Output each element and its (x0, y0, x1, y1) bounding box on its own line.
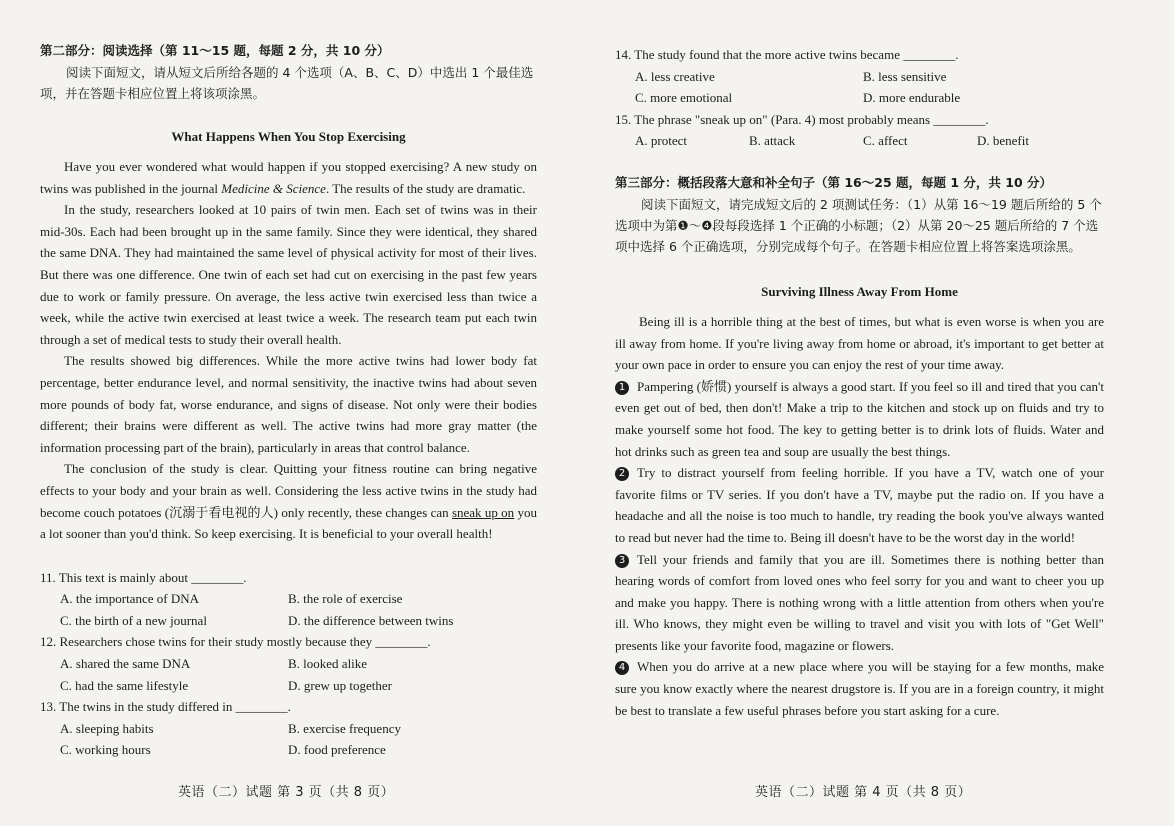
circled-number-icon: 1 (615, 381, 629, 395)
right-page (587, 0, 1174, 826)
question-11 (40, 567, 537, 632)
question-13 (40, 696, 537, 761)
article-paragraph-1: Have you ever wondered what would happen if you stopped exercising? A new study on twins was published in the journal Medicine & Science. The results of the study are dramatic. (40, 159, 537, 196)
option-b: B. the role of exercise (288, 591, 403, 607)
question-stem: 13. The twins in the study differed in ________. (40, 699, 291, 715)
question-stem: 15. The phrase "sneak up on" (Para. 4) most probably means ________. (615, 111, 989, 127)
article-intro: Being ill is a horrible thing at the best of times, but what is even worse is when you are ill away from home. If you're living away from home or abroad, it's important to get better at your own pace in order to ensure you can enjoy the rest of your time away. (615, 313, 1104, 373)
underlined-phrase: sneak up on (451, 504, 515, 520)
circled-number-icon: 2 (615, 467, 629, 481)
article-numbered-paragraph-1: 1 Pampering (娇惯) yourself is always a good start. If you feel so ill and tired that you can't even get out of bed, then don't! Make a trip to the kitchen and stock up on fluids and try to make yourself some hot food. The key to getting better is to drink lots of fluids. Water and hot drinks such as green tea and soup are usually the best things. (615, 378, 1104, 459)
option-b: B. attack (749, 133, 796, 149)
option-d: D. more endurable (863, 90, 961, 106)
article-title-exercising: What Happens When You Stop Exercising (171, 129, 406, 144)
article-paragraph-2: In the study, researchers looked at 10 pairs of twin men. Each set of twins was in their mid-30s. Each had been brought up in the same family. Since they were identical, they shared the same DNA. They had maintained the same level of physical activity for most of their lives. But there was one difference. One twin of each set had cut on exercising in the past few years due to work or family pressure. On average, the less active twin exercised less than twice a week, while the active twin exercised at least twice a week. The research team put each twin through a set of medical tests to study their overall health. (40, 202, 537, 347)
option-b: B. exercise frequency (288, 720, 401, 736)
summary-instructions: 阅读下面短文，请完成短文后的 2 项测试任务：（1）从第 16～19 题后所给的 5 个选项中为第❶～❹段每段选择 1 个正确的小标题；（2）从第 20～25 题后所给的 7 个选项中选择 6 个正确选项，分别完成每个句子。在答题卡相应位置上将答案选项涂黑。 (615, 196, 1102, 254)
option-d: D. benefit (977, 133, 1029, 149)
option-a: A. sleeping habits (60, 720, 154, 736)
article-paragraph-4: The conclusion of the study is clear. Quitting your fitness routine can bring negative effects to your body and your brain as well. Considering the less active twins in the study had become couch potatoes (沉溺于看电视的人) only recently, these changes can sneak up on you a lot sooner than you'd think. So keep exercising. It is beneficial to your overall health! (40, 461, 538, 542)
question-stem: 14. The study found that the more active twins became ________. (615, 47, 959, 62)
option-c: C. the birth of a new journal (60, 612, 207, 628)
question-12 (40, 631, 537, 696)
option-c: C. had the same lifestyle (60, 677, 189, 693)
option-a: A. protect (635, 133, 687, 149)
option-a: A. shared the same DNA (60, 656, 191, 672)
option-d: D. food preference (288, 742, 386, 758)
option-d: D. the difference between twins (288, 612, 454, 628)
option-d: D. grew up together (288, 677, 392, 693)
option-c: C. more emotional (635, 90, 733, 106)
journal-name: Medicine & Science (221, 180, 326, 196)
option-a: A. the importance of DNA (60, 591, 199, 607)
page-footer-left: 英语（二）试题 第 3 页（共 8 页） (178, 785, 395, 800)
question-list-left (40, 567, 537, 761)
article-numbered-paragraph-3: 3 Tell your friends and family that you are ill. Sometimes there is nothing better than hearing words of comfort from loved ones who feel sorry for you and want to cheer you up and make you happy. There is nothing wrong with a little attention from others when you're ill. Who knows, they might even be willing to travel and visit you with lots of "Get Well" presents like your favorite food, magazine or flowers. (615, 551, 1104, 653)
option-b: B. looked alike (288, 656, 368, 672)
question-15 (615, 109, 1104, 152)
article-numbered-paragraph-2: 2 Try to distract yourself from feeling horrible. If you have a TV, watch one of your favorite films or TV series. If you don't have a TV, maybe put the radio on. If you have a headache and all the noise is too much to handle, try reading the book you've always wanted to read but never had the time to. Being ill doesn't have to be the worst day in the world! (615, 465, 1104, 545)
section-heading-summary: 第三部分：概括段落大意和补全句子（第 16～25 题，每题 1 分，共 10 分） (615, 174, 1052, 190)
option-b: B. less sensitive (863, 68, 947, 84)
article-numbered-paragraph-4: 4 When you do arrive at a new place where you will be staying for a few months, make sure you know exactly where the nearest drugstore is. If you are in a foreign country, it might be best to translate a few useful phrases before you start asking for a cure. (615, 659, 1104, 718)
reading-instructions: 阅读下面短文，请从短文后所给各题的 4 个选项（A、B、C、D）中选出 1 个最佳选项，并在答题卡相应位置上将该项涂黑。 (40, 65, 534, 101)
page-footer-right: 英语（二）试题 第 4 页（共 8 页） (755, 785, 972, 800)
section-heading-reading: 第二部分：阅读选择（第 11～15 题，每题 2 分，共 10 分） (40, 43, 390, 58)
question-14 (615, 44, 1104, 109)
circled-number-icon: 3 (615, 554, 629, 568)
option-c: C. affect (863, 133, 908, 149)
circled-number-icon: 4 (615, 661, 629, 675)
article-title-illness: Surviving Illness Away From Home (761, 283, 958, 299)
question-stem: 12. Researchers chose twins for their study mostly because they ________. (40, 634, 431, 650)
option-a: A. less creative (635, 68, 715, 84)
option-c: C. working hours (60, 742, 151, 758)
question-stem: 11. This text is mainly about ________. (40, 569, 247, 585)
article-paragraph-3: The results showed big differences. While the more active twins had lower body fat percentage, better endurance level, and normal sensitivity, the inactive twins had about seven more pounds of body fat, worse endurance, and signs of disease. Not only were their bodies different; their brains were different as well. The active twins had more gray matter (the information processing part of the brain), particularly in areas that control balance. (40, 353, 537, 455)
